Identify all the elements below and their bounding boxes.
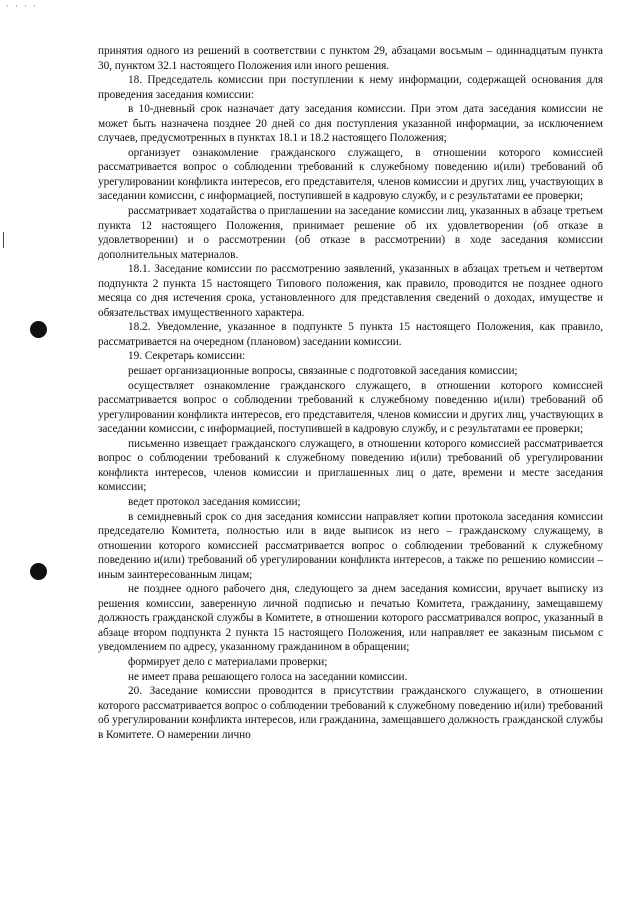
paragraph-18-2: 18.2. Уведомление, указанное в подпункте 5 пункта 15 настоящего Положения, как правило, рассматривается на очередном (плановом) заседании комиссии. xyxy=(98,321,603,348)
paragraph-18-1: 18.1. Заседание комиссии по рассмотрению заявлений, указанных в абзацах третьем и четвертом подпункта 2 пункта 15 настоящего Типового положения, как правило, проводится не позднее одного месяца со дня истечения срока, установленного для представления сведений о доходах, имуществе и обязательствах имущественного характера. xyxy=(98,263,603,319)
paragraph-18-item-organize: организует ознакомление гражданского служащего, в отношении которого комиссией рассматривается вопрос о соблюдении требований к служебному поведению и(или) требований об урегулировании конфликта интересов, его представителя, членов комиссии и других лиц, участвующих в заседании комиссии, с информацией, поступившей в кадровую службу, и с результатами ее проверки; xyxy=(98,146,603,203)
paragraph-18-item-date: в 10-дневный срок назначает дату заседания комиссии. При этом дата заседания комиссии не может быть назначена позднее 20 дней со дня поступления указанной информации, за исключением случаев, предусмотренных в пунктах 18.1 и 18.2 настоящего Положения; xyxy=(98,103,603,145)
paragraph-18-item-petitions: рассматривает ходатайства о приглашении на заседание комиссии лиц, указанных в абзаце третьем пункта 12 настоящего Положения, принимает решение об их удовлетворении (об отказе в удовлетворении) и о рассмотрении (об отказе в рассмотрении) в ходе заседания комиссии дополнительных материалов. xyxy=(98,205,603,261)
paragraph-19-item-no-vote: не имеет права решающего голоса на заседании комиссии. xyxy=(128,670,408,683)
paragraph-19-item-extract: не позднее одного рабочего дня, следующего за днем заседания комиссии, вручает выписку из решения комиссии, заверенную личной подписью и печатью Комитета, гражданину, замещавшему должность гражданской службы в Комитете, в отношении которого рассматривался вопрос, указанный в абзаце втором подпункта 2 пункта 15 настоящего Положения, или направляет ее заказным письмом с уведомлением по адресу, указанному гражданином в обращении; xyxy=(98,583,603,654)
paragraph-19-item-familiarize: осуществляет ознакомление гражданского служащего, в отношении которого комиссией рассматривается вопрос о соблюдении требований к служебному поведению и(или) требований об урегулировании конфликта интересов, его представителя, членов комиссии и других лиц, участвующих в заседании комиссии, с информацией, поступившей в кадровую службу, и с результатами ее проверки; xyxy=(98,379,603,436)
paragraph-19-item-notify: письменно извещает гражданского служащего, в отношении которого комиссией рассматривается вопрос о соблюдении требований к служебному поведению и(или) требований об урегулировании конфликта интересов, членов комиссии и приглашенных лиц о дате, времени и месте заседания комиссии; xyxy=(98,437,603,494)
punch-hole-upper xyxy=(30,321,47,338)
punch-hole-lower xyxy=(30,563,47,580)
paragraph-18: 18. Председатель комиссии при поступлении к нему информации, содержащей основания для проведения заседания комиссии: xyxy=(98,74,603,101)
document-body xyxy=(98,44,603,742)
paragraph-19-item-copies: в семидневный срок со дня заседания комиссии направляет копии протокола заседания комиссии председателю Комитета, полностью или в виде выписок из него – гражданскому служащему, в отношении которого комиссией рассматривается вопрос о соблюдении требований к служебному поведению и(или) требований об урегулировании конфликта интересов, а также по решению комиссии – иным заинтересованным лицам; xyxy=(98,510,603,581)
paragraph-19-item-organizational: решает организационные вопросы, связанные с подготовкой заседания комиссии; xyxy=(128,365,518,378)
paragraph-20: 20. Заседание комиссии проводится в присутствии гражданского служащего, в отношении которого рассматривается вопрос о соблюдении требований к служебному поведению и(или) требований об урегулировании конфликта интересов, или гражданина, замещавшего должность гражданской службы в Комитете. О намерении лично xyxy=(98,685,603,741)
paragraph-continuation: принятия одного из решений в соответствии с пунктом 29, абзацами восьмым – одиннадцатым пункта 30, пунктом 32.1 настоящего Положения или иного решения. xyxy=(98,45,603,72)
paragraph-19-item-minutes: ведет протокол заседания комиссии; xyxy=(128,495,301,508)
paragraph-19-item-file: формирует дело с материалами проверки; xyxy=(128,655,328,668)
scan-speckle: · · · · xyxy=(6,2,38,11)
scan-edge-mark xyxy=(3,232,4,248)
paragraph-19: 19. Секретарь комиссии: xyxy=(128,350,246,363)
